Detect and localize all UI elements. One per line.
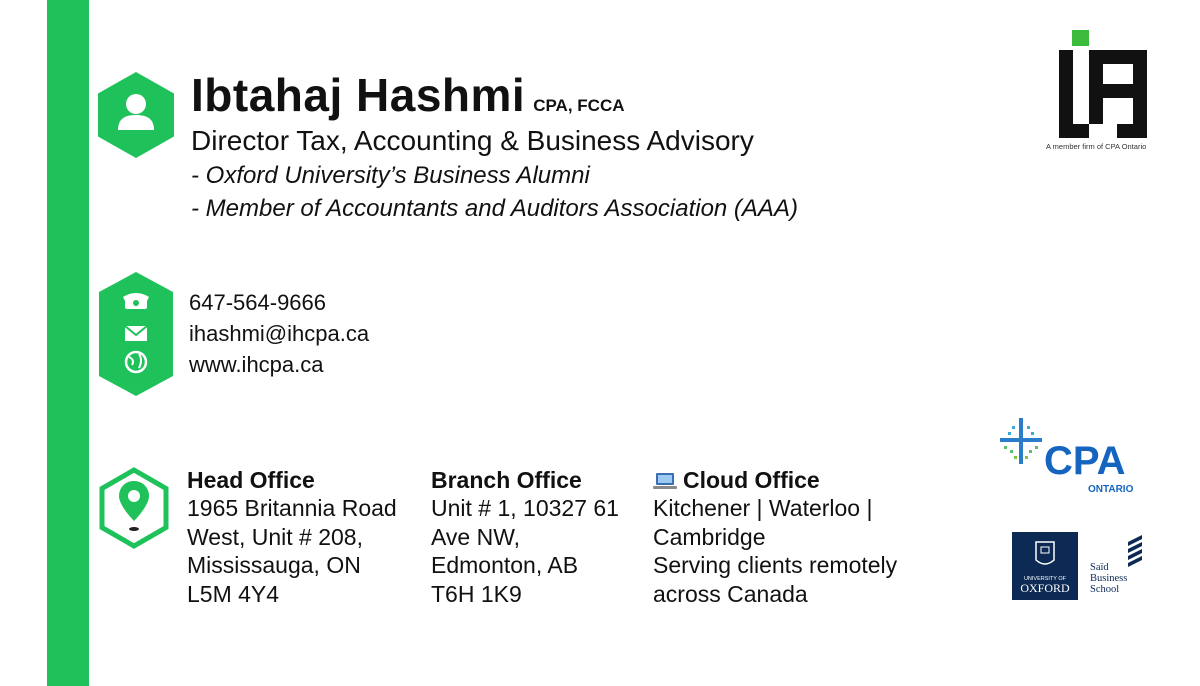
job-title: Director Tax, Accounting & Business Advisory xyxy=(191,125,754,156)
cpa-ontario-logo xyxy=(1000,416,1145,498)
affiliation-1: - Oxford University’s Business Alumni xyxy=(191,162,590,189)
affiliation-2: - Member of Accountants and Auditors Association (AAA) xyxy=(191,195,798,222)
head-office-heading: Head Office xyxy=(187,467,315,493)
address-line: L5M 4Y4 xyxy=(187,580,280,607)
website-link[interactable]: www.ihcpa.ca xyxy=(189,352,324,377)
oxford-said-logo xyxy=(1012,532,1148,600)
said-line-2: Business xyxy=(1090,573,1128,584)
person-credentials: CPA, FCCA xyxy=(533,96,625,115)
address-line: T6H 1K9 xyxy=(431,580,522,607)
address-line: 1965 Britannia Road xyxy=(187,495,397,521)
cloud-office-heading: Cloud Office xyxy=(683,467,820,493)
name-block xyxy=(191,68,625,122)
branch-office-address xyxy=(431,494,619,608)
said-line-3: School xyxy=(1090,584,1120,595)
person-name: Ibtahaj Hashmi xyxy=(191,69,526,121)
branch-office-heading: Branch Office xyxy=(431,467,582,493)
head-office-address xyxy=(187,494,397,608)
cloud-office-details xyxy=(653,494,897,608)
user-hexagon xyxy=(98,72,174,158)
laptop-icon xyxy=(653,472,677,490)
green-stripe xyxy=(47,0,89,686)
said-stripes-icon xyxy=(1128,535,1142,567)
ih-firm-logo xyxy=(1055,30,1151,142)
location-hexagon xyxy=(98,467,170,549)
phone-number[interactable]: 647-564-9666 xyxy=(189,290,327,315)
contact-hexagon xyxy=(99,272,173,396)
address-line: Serving clients remotely xyxy=(653,552,898,578)
cloud-office-heading-row xyxy=(653,467,820,494)
said-line-1: Saïd xyxy=(1090,562,1109,573)
oxford-small-text: UNIVERSITY OF xyxy=(1023,576,1067,582)
firm-tagline: A member firm of CPA Ontario xyxy=(1046,142,1147,151)
address-line: Ave NW, xyxy=(431,523,521,550)
address-line: West, Unit # 208, xyxy=(187,523,363,550)
email-address[interactable]: ihashmi@ihcpa.ca xyxy=(189,321,370,346)
phone-icon xyxy=(123,293,149,309)
cpa-logo-subtext: ONTARIO xyxy=(1088,484,1134,495)
address-line: Mississauga, ON xyxy=(187,552,361,578)
address-line: Cambridge xyxy=(653,523,766,550)
address-line: Kitchener | Waterloo | xyxy=(653,495,873,521)
cpa-logo-text: CPA xyxy=(1044,439,1126,483)
cpa-maple-leaf-icon xyxy=(1000,418,1042,464)
address-line: Unit # 1, 10327 61 xyxy=(431,495,619,521)
address-line: Edmonton, AB xyxy=(431,552,579,578)
address-line: across Canada xyxy=(653,580,808,607)
mail-icon xyxy=(125,326,147,341)
oxford-big-text: OXFORD xyxy=(1020,581,1070,595)
